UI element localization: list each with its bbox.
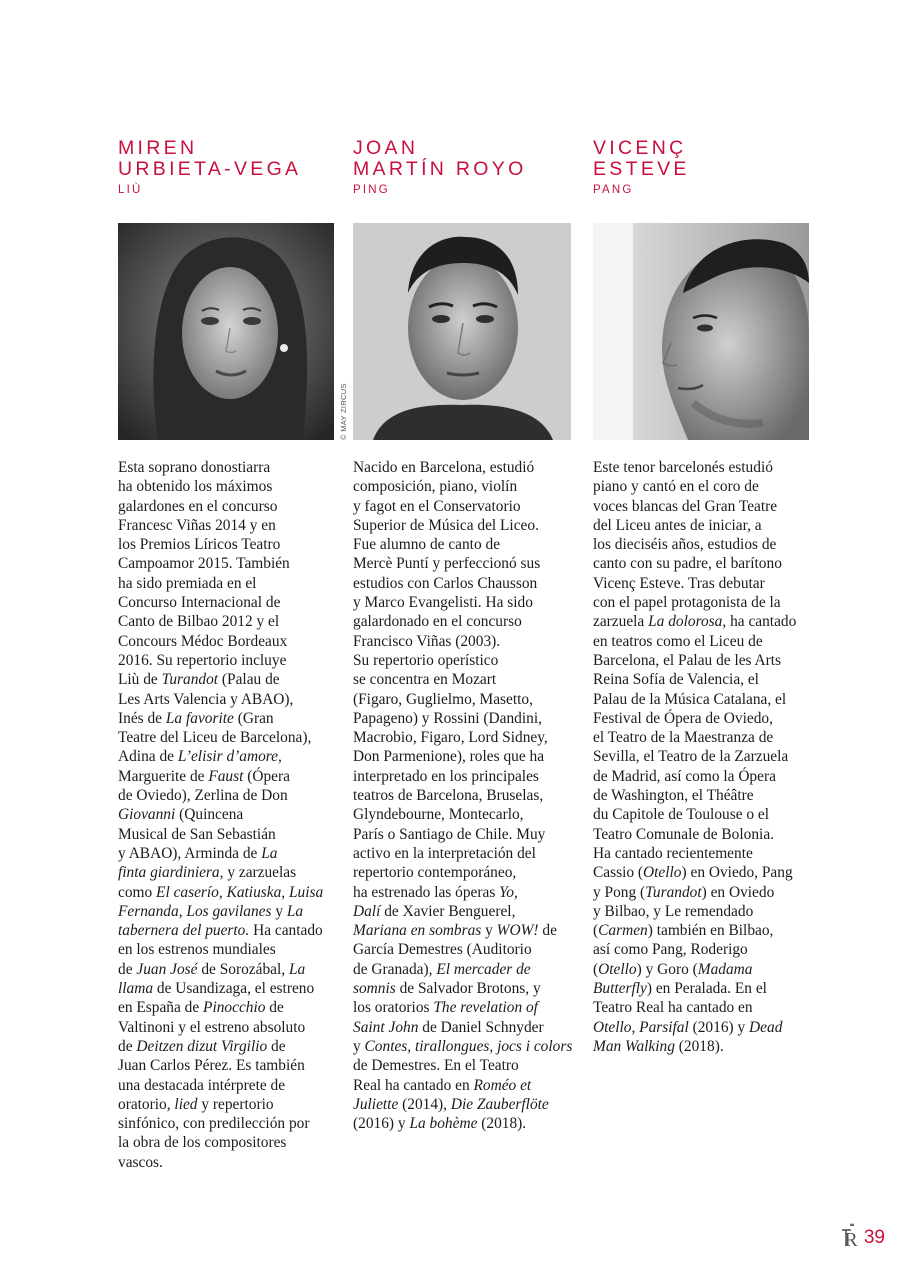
bio-line: 2016. Su repertorio incluye (118, 651, 287, 669)
bio-line: interpretado en los principales (353, 767, 539, 785)
bio-line: Esta soprano donostiarra (118, 459, 271, 476)
bio-line: así como Pang, Roderigo (593, 941, 748, 959)
bio-line: sinfónico, con predilección por (118, 1115, 310, 1133)
bio-line: somnis de Salvador Brotons, y (353, 980, 541, 998)
bio-line: Man Walking (2018). (593, 1037, 724, 1055)
bio-line: en teatros como el Liceu de (593, 632, 763, 650)
bio-line: una destacada intérprete de (118, 1076, 286, 1094)
bio-line: en España de Pinocchio de (118, 999, 284, 1017)
singer-bio (593, 458, 796, 1056)
bio-line: Francesc Viñas 2014 y en (118, 516, 276, 534)
bio-line: composición, piano, violín (353, 478, 518, 496)
bio-line: Les Arts Valencia y ABAO), (118, 690, 294, 708)
bio-line: llama de Usandizaga, el estreno (118, 980, 315, 998)
bio-line: vascos. (118, 1153, 163, 1171)
singer-name-line1: MIREN (118, 137, 198, 159)
bio-line: (Otello) y Goro (Madama (593, 960, 753, 978)
singer-role: LIÙ (118, 184, 143, 196)
bio-line: del Liceu antes de iniciar, a (593, 516, 762, 534)
singer-photo (593, 223, 809, 440)
singer-column-1 (118, 137, 340, 1171)
bio-line: voces blancas del Gran Teatre (593, 497, 778, 515)
bio-line: y fagot en el Conservatorio (353, 497, 521, 515)
bio-line: ha sido premiada en el (118, 574, 257, 592)
bio-line: Canto de Bilbao 2012 y el (118, 613, 280, 631)
bio-line: du Capitole de Toulouse o el (593, 806, 770, 824)
singer-name-line2: ESTEVE (593, 158, 690, 180)
singer-bio (353, 458, 572, 1133)
singer-name (118, 138, 340, 180)
bio-line: los dieciséis años, estudios de (593, 536, 777, 554)
bio-line: Macrobio, Figaro, Lord Sidney, (353, 729, 548, 747)
bio-line: Juan Carlos Pérez. Es también (118, 1057, 305, 1075)
singer-role: PANG (593, 184, 634, 196)
bio-line: activo en la interpretación del (353, 844, 536, 862)
bio-line: galardonado en el concurso (353, 613, 522, 631)
bio-line: de Granada), El mercader de (353, 960, 531, 978)
bio-line: Fue alumno de canto de (353, 536, 501, 554)
bio-line: canto con su padre, el barítono (593, 555, 782, 573)
bio-line: de Madrid, así como la Ópera (593, 767, 776, 785)
bio-line: Barcelona, el Palau de les Arts (593, 651, 782, 669)
bio-line: se concentra en Mozart (353, 671, 497, 689)
bio-line: ha obtenido los máximos (118, 478, 273, 496)
bio-line: Campoamor 2015. También (118, 555, 290, 573)
teatro-real-logo-icon (841, 1222, 861, 1248)
bio-line: Superior de Música del Liceo. (353, 516, 539, 534)
bio-line: y Contes, tirallongues, jocs i colors (353, 1037, 573, 1055)
bio-line: ha estrenado las óperas Yo, (353, 883, 518, 901)
singer-role: PING (353, 184, 390, 196)
bio-line: Glyndebourne, Montecarlo, (353, 806, 524, 824)
bio-line: Saint John de Daniel Schnyder (353, 1018, 544, 1036)
bio-line: de Oviedo), Zerlina de Don (118, 787, 288, 805)
singer-column-3 (593, 137, 815, 1055)
singer-name-line1: JOAN (353, 137, 419, 159)
bio-line: los oratorios The revelation of (353, 999, 538, 1017)
bio-line: Liù de Turandot (Palau de (118, 671, 280, 689)
bio-line: estudios con Carlos Chausson (353, 574, 538, 592)
bio-line: galardones en el concurso (118, 497, 278, 515)
bio-line: Su repertorio operístico (353, 651, 499, 669)
bio-line: piano y cantó en el coro de (593, 478, 759, 496)
bio-line: el Teatro de la Maestranza de (593, 729, 774, 747)
bio-line: García Demestres (Auditorio (353, 941, 532, 959)
bio-line: Juliette (2014), Die Zauberflöte (353, 1095, 549, 1113)
bio-line: Inés de La favorite (Gran (118, 709, 274, 727)
singer-name (353, 138, 575, 180)
bio-line: Vicenç Esteve. Tras debutar (593, 574, 765, 592)
singer-column-2 (339, 137, 575, 1133)
bio-line: París o Santiago de Chile. Muy (353, 825, 546, 843)
bio-line: como El caserío, Katiuska, Luisa (118, 883, 324, 901)
bio-line: de Washington, el Théâtre (593, 787, 754, 805)
bio-line: oratorio, lied y repertorio (118, 1095, 274, 1113)
bio-line: Adina de L’elisir d’amore, (118, 748, 282, 766)
bio-line: Teatro Real ha cantado en (593, 999, 753, 1017)
singer-name-line2: URBIETA-VEGA (118, 158, 302, 180)
page-footer (841, 1222, 885, 1248)
bio-line: Mercè Puntí y perfeccionó sus (353, 555, 541, 573)
bio-line: los Premios Líricos Teatro (118, 536, 281, 554)
bio-line: de Deitzen dizut Virgilio de (118, 1037, 286, 1055)
bio-line: y Marco Evangelisti. Ha sido (353, 594, 533, 612)
singer-name-line2: MARTÍN ROYO (353, 158, 527, 180)
bio-line: zarzuela La dolorosa, ha cantado (593, 613, 797, 631)
bio-line: Don Parmenione), roles que ha (353, 748, 545, 766)
bio-line: Fernanda, Los gavilanes y La (118, 902, 304, 920)
bio-line: Concours Médoc Bordeaux (118, 632, 288, 650)
bio-line: Cassio (Otello) en Oviedo, Pang (593, 864, 793, 882)
singer-name (593, 138, 815, 180)
bio-line: Este tenor barcelonés estudió (593, 459, 773, 476)
bio-line: Francisco Viñas (2003). (353, 632, 501, 650)
bio-line: de Demestres. En el Teatro (353, 1057, 519, 1075)
bio-line: Palau de la Música Catalana, el (593, 690, 787, 708)
singer-photo (353, 223, 571, 440)
bio-line: Festival de Ópera de Oviedo, (593, 709, 773, 727)
bio-line: de Juan José de Sorozábal, La (118, 960, 306, 978)
bio-line: finta giardiniera, y zarzuelas (118, 864, 297, 882)
svg-text:R: R (844, 1229, 858, 1248)
bio-line: Mariana en sombras y WOW! de (353, 922, 557, 940)
bio-line: Dalí de Xavier Benguerel, (353, 902, 516, 920)
bio-line: Ha cantado recientemente (593, 844, 753, 862)
bio-line: y Bilbao, y Le remendado (593, 902, 754, 920)
photo-credit: © MAY ZIRCUS (339, 383, 348, 440)
bio-line: Valtinoni y el estreno absoluto (118, 1018, 306, 1036)
bio-line: y ABAO), Arminda de La (118, 844, 278, 862)
bio-line: y Pong (Turandot) en Oviedo (593, 883, 775, 901)
bio-line: Giovanni (Quincena (118, 806, 244, 824)
bio-line: tabernera del puerto. Ha cantado (118, 922, 323, 940)
singer-bio (118, 458, 323, 1172)
bio-line: repertorio contemporáneo, (353, 864, 517, 882)
bio-line: Marguerite de Faust (Ópera (118, 767, 290, 785)
bio-line: Teatro Comunale de Bolonia. (593, 825, 774, 843)
bio-line: Butterfly) en Peralada. En el (593, 980, 767, 998)
bio-line: Sevilla, el Teatro de la Zarzuela (593, 748, 789, 766)
page-number: 39 (863, 1227, 885, 1248)
bio-line: Musical de San Sebastián (118, 825, 276, 843)
singer-photo (118, 223, 334, 440)
bio-line: en los estrenos mundiales (118, 941, 276, 959)
bio-line: Nacido en Barcelona, estudió (353, 459, 535, 476)
singer-name-line1: VICENÇ (593, 137, 687, 159)
bio-line: (Carmen) también en Bilbao, (593, 922, 774, 940)
bio-line: Real ha cantado en Roméo et (353, 1076, 532, 1094)
bio-line: Reina Sofía de Valencia, el (593, 671, 759, 689)
bio-line: con el papel protagonista de la (593, 594, 781, 612)
bio-line: Papageno) y Rossini (Dandini, (353, 709, 542, 727)
bio-line: la obra de los compositores (118, 1134, 287, 1152)
bio-line: Concurso Internacional de (118, 594, 281, 612)
bio-line: Otello, Parsifal (2016) y Dead (593, 1018, 783, 1036)
bio-line: teatros de Barcelona, Bruselas, (353, 787, 544, 805)
bio-line: (Figaro, Guglielmo, Masetto, (353, 690, 533, 708)
bio-line: (2016) y La bohème (2018). (353, 1115, 527, 1133)
bio-line: Teatre del Liceu de Barcelona), (118, 729, 312, 747)
